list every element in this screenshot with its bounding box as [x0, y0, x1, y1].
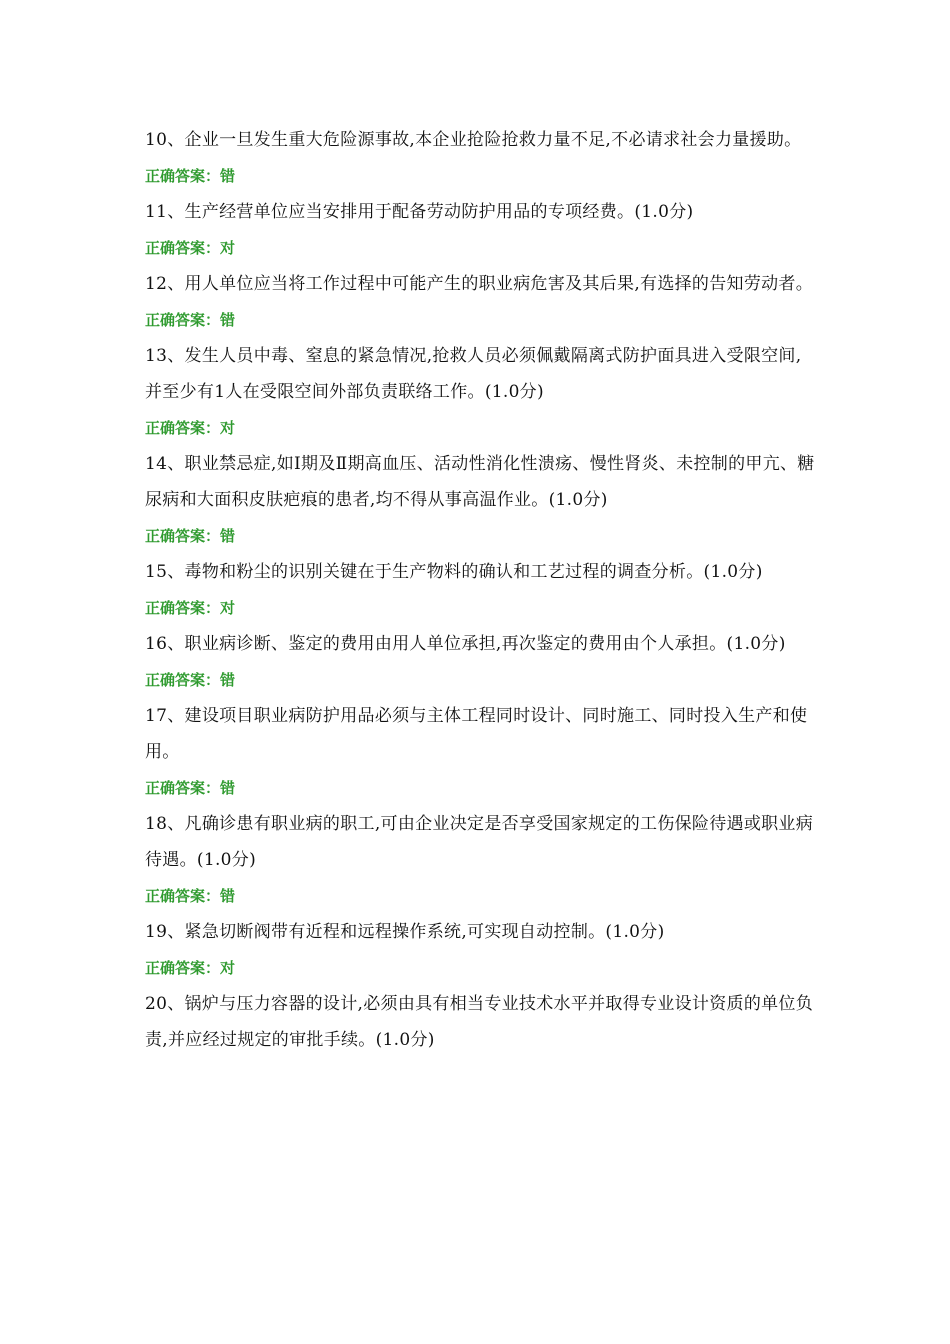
qa-item-20	[145, 986, 815, 1058]
qa-item-14	[145, 446, 815, 554]
answer-label: 正确答案：	[145, 239, 221, 257]
answer-line	[145, 302, 815, 338]
question-text: 11、生产经营单位应当安排用于配备劳动防护用品的专项经费。(1.0分)	[145, 202, 694, 222]
question-text: 19、紧急切断阀带有近程和远程操作系统,可实现自动控制。(1.0分)	[145, 922, 665, 942]
answer-label: 正确答案：	[145, 527, 221, 545]
question-text: 14、职业禁忌症,如Ⅰ期及Ⅱ期高血压、活动性消化性溃疡、慢性肾炎、未控制的甲亢、糖尿病和大面积皮肤疤痕的患者,均不得从事高温作业。(1.0分)	[145, 454, 815, 510]
question-text: 20、锅炉与压力容器的设计,必须由具有相当专业技术水平并取得专业设计资质的单位负责,并应经过规定的审批手续。(1.0分)	[145, 994, 814, 1050]
answer-line	[145, 878, 815, 914]
answer-value: 对	[220, 239, 236, 257]
answer-label: 正确答案：	[145, 599, 221, 617]
qa-item-12	[145, 266, 815, 338]
answer-value: 错	[220, 671, 236, 689]
answer-line	[145, 158, 815, 194]
answer-label: 正确答案：	[145, 311, 221, 329]
qa-item-11	[145, 194, 815, 266]
question-text: 13、发生人员中毒、窒息的紧急情况,抢救人员必须佩戴隔离式防护面具进入受限空间,并至少有1人在受限空间外部负责联络工作。(1.0分)	[145, 346, 802, 402]
answer-line	[145, 770, 815, 806]
answer-value: 对	[220, 599, 236, 617]
answer-value: 错	[220, 527, 236, 545]
qa-item-13	[145, 338, 815, 446]
answer-line	[145, 230, 815, 266]
answer-value: 错	[220, 311, 236, 329]
answer-value: 错	[220, 887, 236, 905]
qa-item-17	[145, 698, 815, 806]
qa-item-19	[145, 914, 815, 986]
answer-line	[145, 518, 815, 554]
question-text: 10、企业一旦发生重大危险源事故,本企业抢险抢救力量不足,不必请求社会力量援助。	[145, 130, 802, 150]
question-text: 12、用人单位应当将工作过程中可能产生的职业病危害及其后果,有选择的告知劳动者。	[145, 274, 814, 294]
question-text: 15、毒物和粉尘的识别关键在于生产物料的确认和工艺过程的调查分析。(1.0分)	[145, 562, 763, 582]
answer-line	[145, 662, 815, 698]
answer-value: 错	[220, 779, 236, 797]
qa-item-16	[145, 626, 815, 698]
answer-value: 对	[220, 959, 236, 977]
answer-value: 对	[220, 419, 236, 437]
answer-line	[145, 950, 815, 986]
answer-label: 正确答案：	[145, 167, 221, 185]
qa-item-15	[145, 554, 815, 626]
answer-label: 正确答案：	[145, 959, 221, 977]
document-page	[145, 122, 815, 1058]
answer-line	[145, 410, 815, 446]
qa-item-10	[145, 122, 815, 194]
answer-label: 正确答案：	[145, 671, 221, 689]
question-text: 16、职业病诊断、鉴定的费用由用人单位承担,再次鉴定的费用由个人承担。(1.0分)	[145, 634, 786, 654]
answer-label: 正确答案：	[145, 419, 221, 437]
qa-item-18	[145, 806, 815, 914]
answer-value: 错	[220, 167, 236, 185]
answer-line	[145, 590, 815, 626]
question-text: 17、建设项目职业病防护用品必须与主体工程同时设计、同时施工、同时投入生产和使用。	[145, 706, 808, 762]
question-text: 18、凡确诊患有职业病的职工,可由企业决定是否享受国家规定的工伤保险待遇或职业病待遇。(1.0分)	[145, 814, 814, 870]
answer-label: 正确答案：	[145, 887, 221, 905]
answer-label: 正确答案：	[145, 779, 221, 797]
